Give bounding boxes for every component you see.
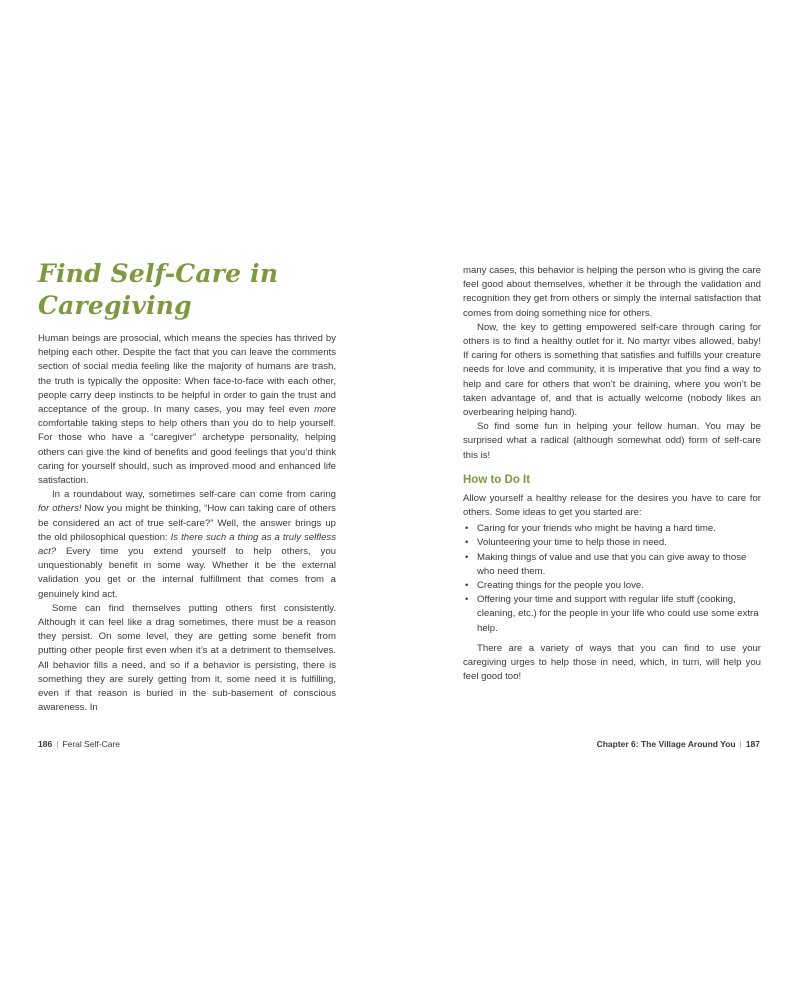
bullet-icon: • [465,551,469,563]
left-paragraph-1-end: comfortable taking steps to help others than you do to help yourself. For those who have a “caregiver” archetype personality, helping others can give the kind of benefits and good feelings that you’d think caring for yourself should, such as improved mood and enhanced life satisfaction. [38,418,336,487]
left-paragraph-2-start: In a roundabout way, sometimes self-care can come from caring [52,489,336,501]
list-item [463,536,761,550]
list-item-text: Caring for your friends who might be having a hard time. [477,523,716,535]
left-page [38,258,336,715]
page-title-line2: Caregiving [38,291,192,320]
list-item-text: Creating things for the people you love. [477,580,644,592]
left-paragraph-2-mid: Now you might be thinking, “How can taking care of others be considered an act of true self-care?” Well, the answer brings up the old philosophical question: [38,503,336,543]
right-footer [597,739,760,749]
left-paragraph-2-emphasis-2: Is there such a thing as a truly selfless act? [38,531,336,558]
section-intro: Allow yourself a healthy release for the desires you have to care for others. Some ideas to get you started are: [463,492,761,519]
list-item [463,522,761,536]
page-title [38,258,336,322]
left-paragraph-1-text: Human beings are prosocial, which means the species has thrived by helping each other. Despite the fact that you can leave the comments section of social media feeling like the majority of humans are trash, the truth is typically the opposite: When face-to-face with each other, people carry deep instincts to be helpful in order to gain the trust and acceptance of the group. In many cases, you may feel even [38,333,336,416]
bullet-icon: • [465,523,469,535]
footer-separator: | [56,739,59,749]
ideas-list [463,522,761,636]
right-paragraph-3: So find some fun in helping your fellow human. You may be surprised what a radical (although somewhat odd) form of self-care this is! [463,421,761,461]
right-page [463,264,761,684]
right-paragraph-2: Now, the key to getting empowered self-care through caring for others is to find a healthy outlet for it. No martyr vibes allowed, baby! If caring for others is something that satisfies and fulfills your creature needs for love and community, it is imperative that you find a way to help and care for others that won’t be draining, where you won’t be taken advantage of, and that is actually welcome (nobody likes an overbearing helping hand). [463,321,761,419]
left-footer [38,739,120,749]
list-item [463,593,761,636]
list-item-text: Making things of value and use that you can give away to those who need them. [477,551,747,577]
left-paragraph-1 [38,332,336,488]
page-title-line1: Find Self-Care in [38,259,279,288]
list-item-text: Offering your time and support with regular life stuff (cooking, cleaning, etc.) for the people in your life who could use some extra help. [477,594,759,634]
left-paragraph-2-end: Every time you extend yourself to help others, you unquestionably benefit in some way. Whether it be the external validation you get or the internal fulfillment that comes from a genuinely kind act. [38,546,336,600]
left-page-number: 186 [38,739,53,749]
bullet-icon: • [465,580,469,592]
list-item [463,551,761,579]
bullet-icon: • [465,594,469,606]
list-item-text: Volunteering your time to help those in need. [477,537,667,549]
list-item [463,579,761,593]
footer-separator: | [739,739,742,749]
book-title: Feral Self-Care [62,739,121,749]
closing-paragraph: There are a variety of ways that you can find to use your caregiving urges to help those in need, which, in turn, will help you feel good too! [463,642,761,683]
chapter-label: Chapter 6: The Village Around You [596,739,736,749]
section-heading: How to Do It [463,473,531,486]
left-paragraph-2 [38,488,336,602]
left-paragraph-3: Some can find themselves putting others first consistently. Although it can feel like a drag sometimes, there must be a reason they persist. On some level, they are getting some benefit from putting other people first even when it’s at a detriment to themselves. All behavior fills a need, and so if a behavior is persisting, there is something they are surely getting from it, some need it is fulfilling, even if that reason is buried in the sub-basement of conscious awareness. In [38,602,336,714]
right-page-number: 187 [745,739,760,749]
left-paragraph-1-emphasis: more [314,404,336,416]
right-paragraph-1: many cases, this behavior is helping the person who is giving the care feel good about themselves, whether it be through the validation and recognition they get from others or simply the internal satisfaction that comes from doing something nice for others. [463,265,761,319]
bullet-icon: • [465,537,469,549]
left-paragraph-2-emphasis-1: for others! [38,503,82,515]
